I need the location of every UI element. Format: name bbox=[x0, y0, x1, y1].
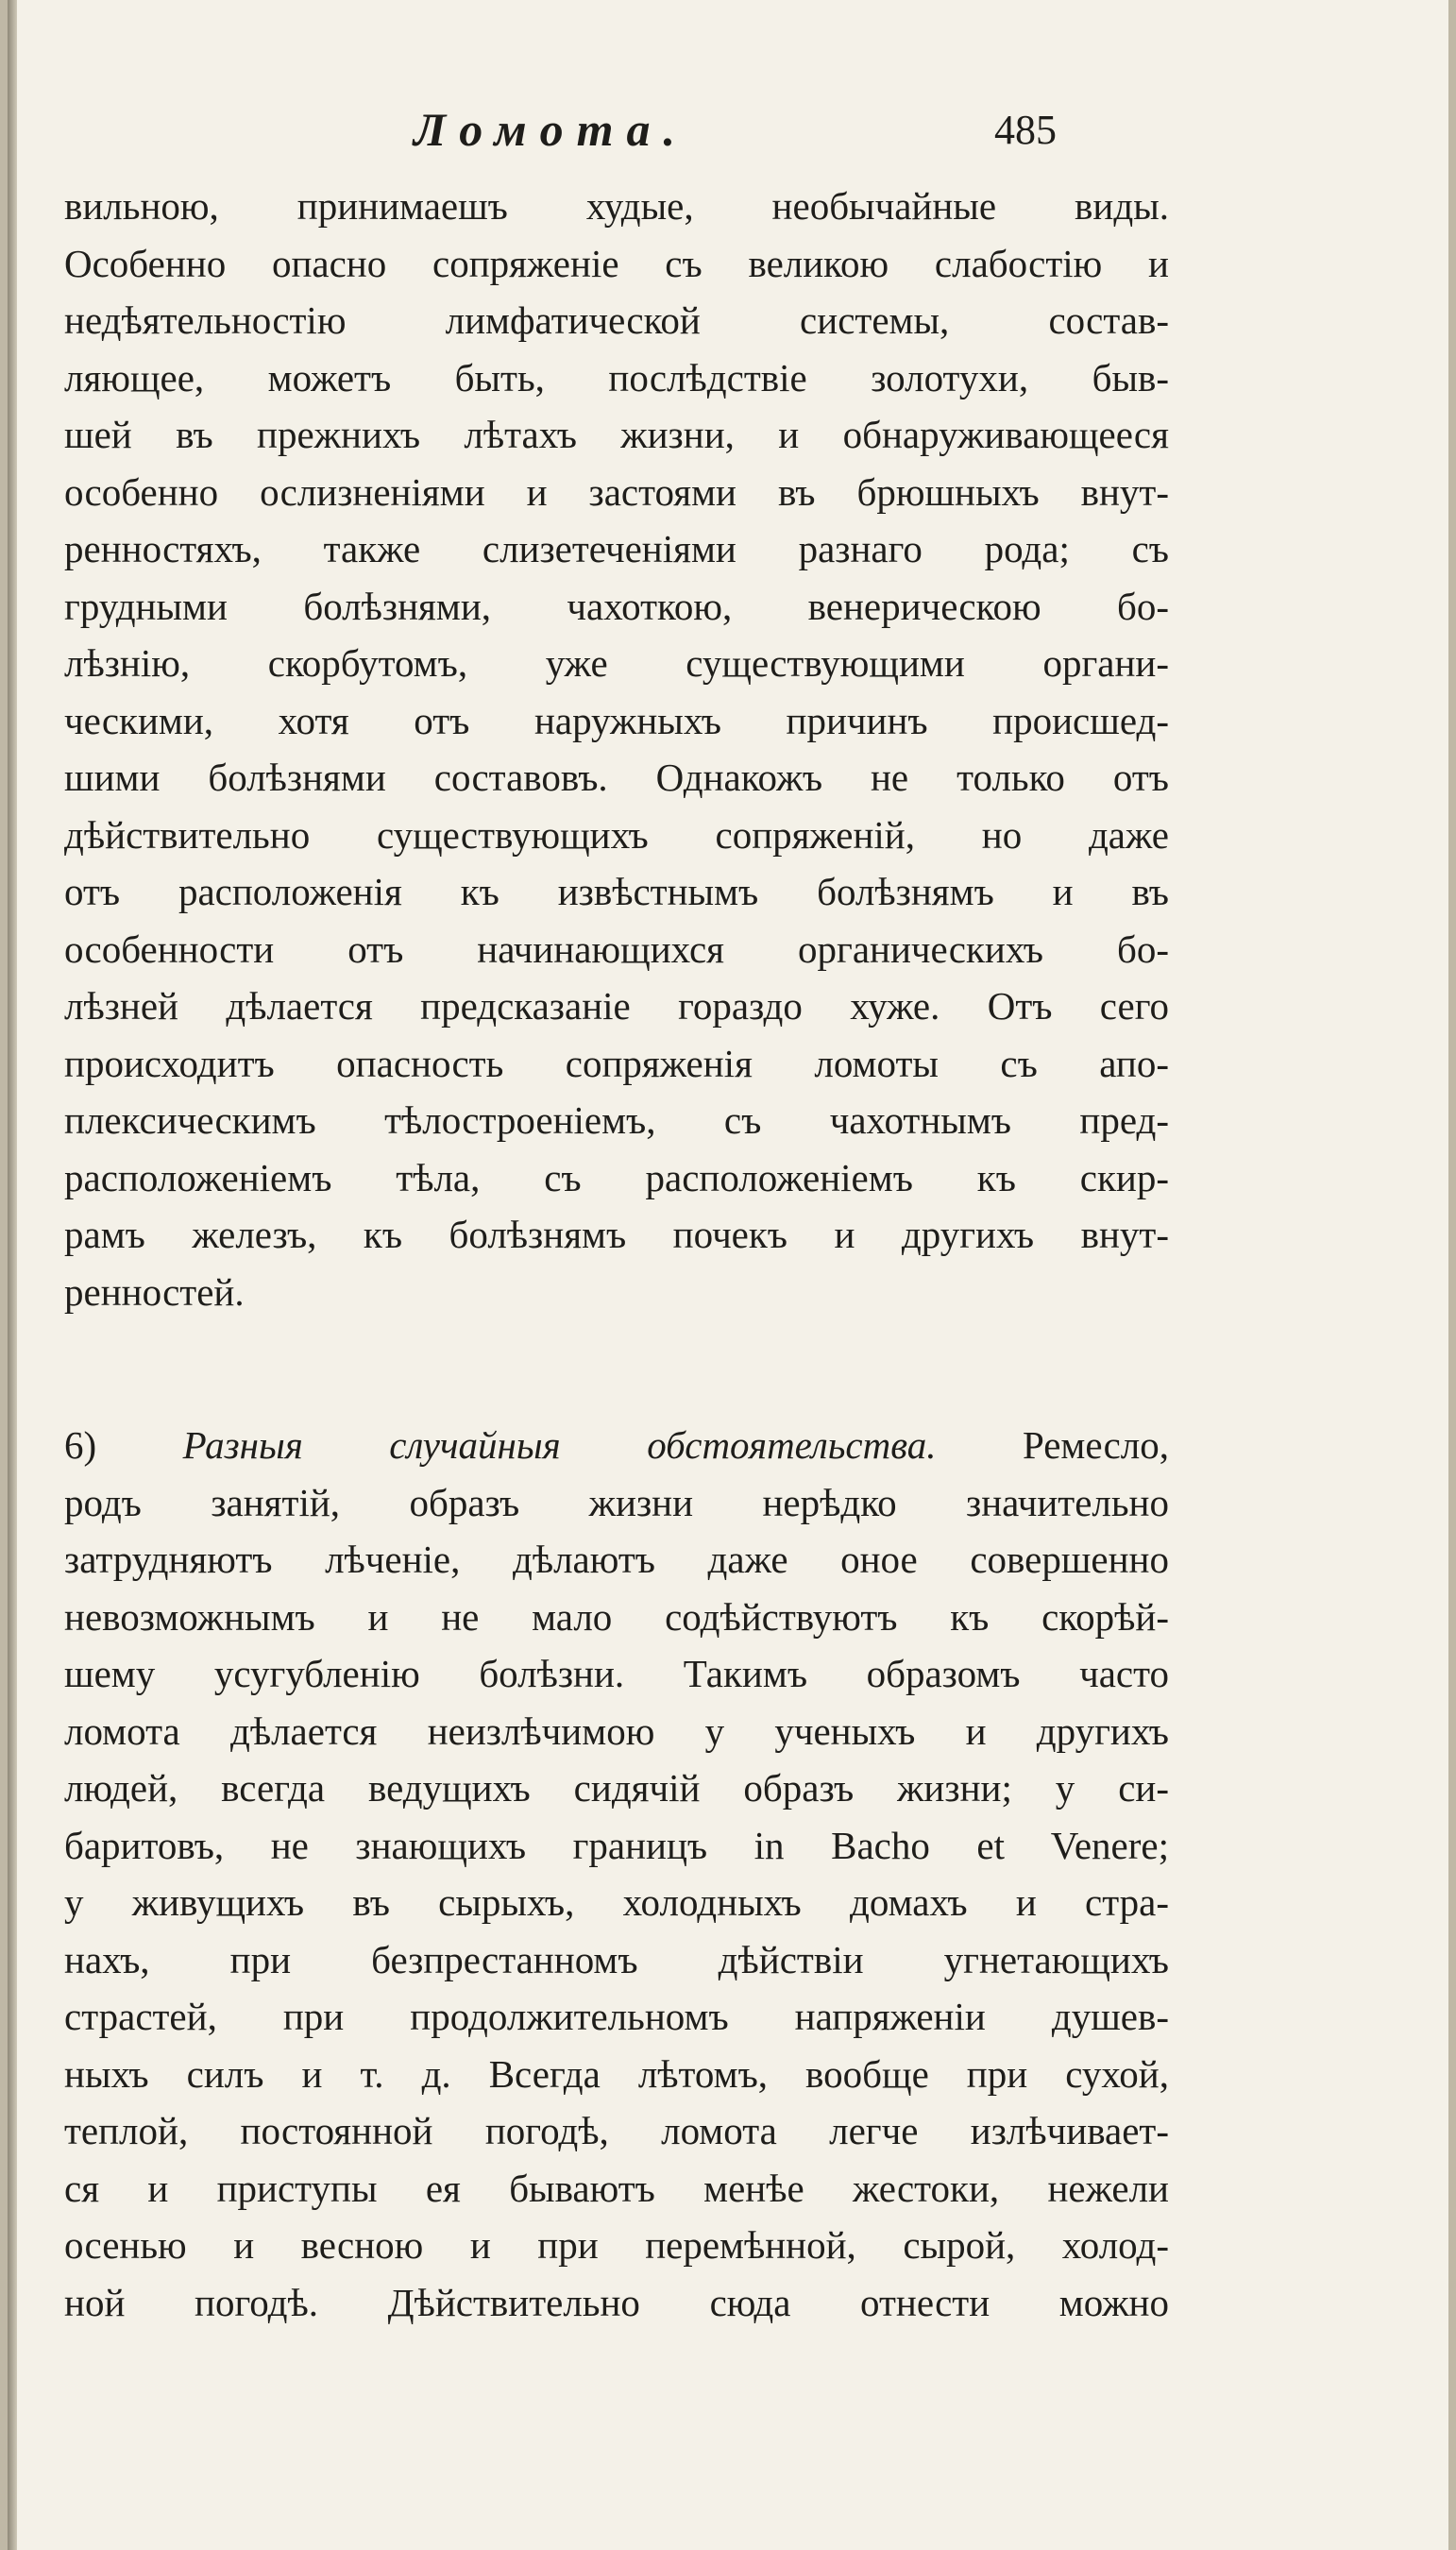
text-line: шими болѣзнями составовъ. Однакожъ не только отъ bbox=[64, 756, 1169, 799]
text-line: грудными болѣзнями, чахоткою, венерическою бо- bbox=[64, 584, 1169, 628]
text-line: вильною, принимаешъ худые, необычайные виды. bbox=[64, 184, 1169, 228]
text-line: лѣзнію, скорбутомъ, уже существующими органи- bbox=[64, 641, 1169, 685]
text-line: расположеніемъ тѣла, съ расположеніемъ къ скир- bbox=[64, 1155, 1169, 1199]
text-fragment: Ремесло, bbox=[1022, 1423, 1169, 1467]
section-title: Разныя случайныя обстоятельства. bbox=[182, 1423, 937, 1467]
text-line: особенно ослизненіями и застоями въ брюшныхъ внут- bbox=[64, 469, 1169, 514]
body-text bbox=[64, 178, 1169, 2331]
section-spacer bbox=[64, 1320, 1169, 1417]
section-6 bbox=[64, 1417, 1169, 2331]
text-line: ренностей. bbox=[64, 1269, 245, 1314]
text-line: осенью и весною и при перемѣнной, сырой, холод- bbox=[64, 2223, 1169, 2267]
running-title: Ломота. bbox=[414, 103, 689, 156]
text-line: плексическимъ тѣлостроеніемъ, съ чахотнымъ пред- bbox=[64, 1098, 1169, 1142]
text-line: ренностяхъ, также слизетеченіями разнаго рода; съ bbox=[64, 527, 1169, 570]
text-line: ся и приступы ея бываютъ менѣе жестоки, нежели bbox=[64, 2166, 1169, 2210]
text-line: отъ расположенія къ извѣстнымъ болѣзнямъ и въ bbox=[64, 870, 1169, 913]
text-line: людей, всегда ведущихъ сидячій образъ жизни; у си- bbox=[64, 1766, 1169, 1810]
text-line: страстей, при продолжительномъ напряженіи душев- bbox=[64, 1995, 1169, 2038]
text-line: теплой, постоянной погодѣ, ломота легче излѣчивает- bbox=[64, 2109, 1169, 2152]
text-line: особенности отъ начинающихся органическихъ бо- bbox=[64, 926, 1169, 971]
page-number: 485 bbox=[994, 107, 1057, 153]
page-gutter-shadow bbox=[8, 0, 17, 2550]
text-line: дѣйствительно существующихъ сопряженій, но даже bbox=[64, 812, 1169, 857]
text-line: затрудняютъ лѣченіе, дѣлаютъ даже оное совершенно bbox=[64, 1538, 1169, 1581]
book-page bbox=[8, 0, 1448, 2550]
section-number: 6) bbox=[64, 1423, 97, 1467]
text-line: баритовъ, не знающихъ границъ in Bacho et Venere; bbox=[64, 1823, 1169, 1867]
text-line: у живущихъ въ сырыхъ, холодныхъ домахъ и стра- bbox=[64, 1880, 1169, 1924]
text-line: недѣятельностію лимфатической системы, состав- bbox=[64, 298, 1169, 342]
text-line: ческими, хотя отъ наружныхъ причинъ происшед- bbox=[64, 698, 1169, 742]
paragraph-continued bbox=[64, 178, 1169, 1320]
section-heading-line bbox=[64, 1417, 1169, 1474]
text-line: происходитъ опасность сопряженія ломоты съ апо- bbox=[64, 1041, 1169, 1085]
text-line: ныхъ силъ и т. д. Всегда лѣтомъ, вообще при сухой, bbox=[64, 2051, 1169, 2096]
text-line: ной погодѣ. Дѣйствительно сюда отнести можно bbox=[64, 2280, 1169, 2324]
page-header bbox=[8, 102, 1448, 168]
text-line: родъ занятій, образъ жизни нерѣдко значительно bbox=[64, 1480, 1169, 1524]
text-line: шему усугубленію болѣзни. Такимъ образомъ часто bbox=[64, 1652, 1169, 1695]
text-line: ломота дѣлается неизлѣчимою у ученыхъ и другихъ bbox=[64, 1708, 1169, 1753]
text-line: лѣзней дѣлается предсказаніе гораздо хуже. Отъ сего bbox=[64, 984, 1169, 1028]
text-line: рамъ железъ, къ болѣзнямъ почекъ и другихъ внут- bbox=[64, 1213, 1169, 1256]
text-line: нахъ, при безпрестанномъ дѣйствіи угнетающихъ bbox=[64, 1937, 1169, 1981]
text-line: невозможнымъ и не мало содѣйствуютъ къ скорѣй- bbox=[64, 1594, 1169, 1639]
text-line: Особенно опасно сопряженіе съ великою слабостію и bbox=[64, 241, 1169, 285]
text-line: ляющее, можетъ быть, послѣдствіе золотухи, быв- bbox=[64, 355, 1169, 400]
text-line: шей въ прежнихъ лѣтахъ жизни, и обнаруживающееся bbox=[64, 413, 1169, 456]
